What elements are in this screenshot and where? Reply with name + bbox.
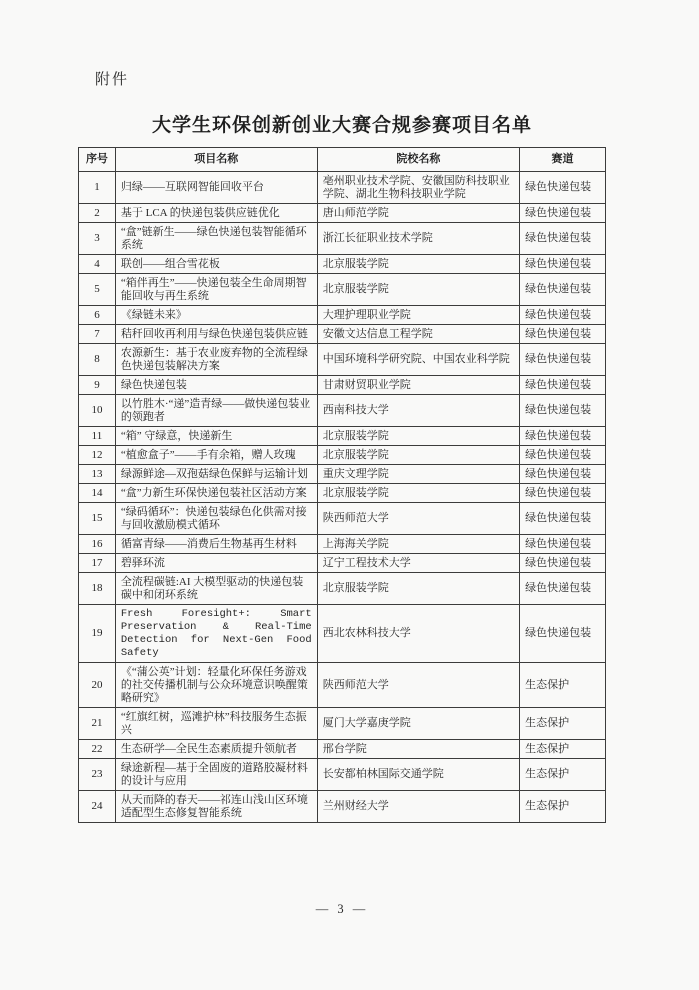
- row-track: 绿色快递包装: [520, 344, 606, 376]
- row-institution-name: 上海海关学院: [317, 535, 519, 554]
- row-project-name: 以竹胜木·“递”造青绿——做快递包装业的领跑者: [115, 395, 317, 427]
- row-project-name: 绿途新程—基于全固废的道路胶凝材料的设计与应用: [115, 759, 317, 791]
- header-serial-number: 序号: [79, 148, 116, 172]
- row-track: 绿色快递包装: [520, 535, 606, 554]
- row-serial-number: 6: [79, 306, 116, 325]
- row-institution-name: 亳州职业技术学院、安徽国防科技职业学院、湖北生物科技职业学院: [317, 172, 519, 204]
- row-institution-name: 北京服装学院: [317, 427, 519, 446]
- row-track: 绿色快递包装: [520, 465, 606, 484]
- table-row: [79, 446, 606, 465]
- row-project-name: 《绿链未来》: [115, 306, 317, 325]
- table-body: [79, 172, 606, 823]
- row-serial-number: 18: [79, 573, 116, 605]
- row-serial-number: 14: [79, 484, 116, 503]
- row-serial-number: 23: [79, 759, 116, 791]
- row-track: 绿色快递包装: [520, 204, 606, 223]
- row-project-name: 碧驿环流: [115, 554, 317, 573]
- table-row: [79, 427, 606, 446]
- table-row: [79, 759, 606, 791]
- table-row: [79, 503, 606, 535]
- row-track: 生态保护: [520, 708, 606, 740]
- row-track: 绿色快递包装: [520, 255, 606, 274]
- table-row: [79, 344, 606, 376]
- row-institution-name: 西南科技大学: [317, 395, 519, 427]
- row-project-name: “箱” 守绿意，快递新生: [115, 427, 317, 446]
- row-track: 绿色快递包装: [520, 484, 606, 503]
- table-row: [79, 172, 606, 204]
- table-row: [79, 274, 606, 306]
- row-track: 生态保护: [520, 791, 606, 823]
- row-serial-number: 13: [79, 465, 116, 484]
- row-serial-number: 12: [79, 446, 116, 465]
- row-project-name: “盒”链新生——绿色快递包装智能循环系统: [115, 223, 317, 255]
- row-project-name: 循富青绿——消费后生物基再生材料: [115, 535, 317, 554]
- row-serial-number: 21: [79, 708, 116, 740]
- table-row: [79, 325, 606, 344]
- header-institution-name: 院校名称: [317, 148, 519, 172]
- table-row: [79, 306, 606, 325]
- row-serial-number: 1: [79, 172, 116, 204]
- project-list-table: [78, 147, 606, 823]
- row-project-name: 农源新生：基于农业废弃物的全流程绿色快递包装解决方案: [115, 344, 317, 376]
- row-project-name: “箱伴再生”——快递包装全生命周期智能回收与再生系统: [115, 274, 317, 306]
- row-project-name: 全流程碳链:AI 大模型驱动的快递包装碳中和闭环系统: [115, 573, 317, 605]
- row-project-name: 绿色快递包装: [115, 376, 317, 395]
- table-row: [79, 255, 606, 274]
- row-project-name: 生态研学—全民生态素质提升领航者: [115, 740, 317, 759]
- row-serial-number: 19: [79, 605, 116, 663]
- row-institution-name: 兰州财经大学: [317, 791, 519, 823]
- row-track: 绿色快递包装: [520, 446, 606, 465]
- row-project-name: Fresh Foresight+: Smart Preservation & Real-Time Detection for Next-Gen Food Safety: [115, 605, 317, 663]
- row-institution-name: 厦门大学嘉庚学院: [317, 708, 519, 740]
- table-row: [79, 376, 606, 395]
- row-institution-name: 陕西师范大学: [317, 503, 519, 535]
- row-institution-name: 北京服装学院: [317, 446, 519, 465]
- table-row: [79, 573, 606, 605]
- row-institution-name: 西北农林科技大学: [317, 605, 519, 663]
- row-institution-name: 唐山师范学院: [317, 204, 519, 223]
- table-row: [79, 395, 606, 427]
- row-institution-name: 北京服装学院: [317, 484, 519, 503]
- table-row: [79, 791, 606, 823]
- table-row: [79, 484, 606, 503]
- row-institution-name: 浙江长征职业技术学院: [317, 223, 519, 255]
- row-serial-number: 16: [79, 535, 116, 554]
- row-track: 生态保护: [520, 759, 606, 791]
- row-project-name: “绿码循环”：快递包装绿色化供需对接与回收激励模式循环: [115, 503, 317, 535]
- table-row: [79, 465, 606, 484]
- row-institution-name: 陕西师范大学: [317, 663, 519, 708]
- table-row: [79, 535, 606, 554]
- row-track: 绿色快递包装: [520, 325, 606, 344]
- row-track: 绿色快递包装: [520, 427, 606, 446]
- row-serial-number: 15: [79, 503, 116, 535]
- table-row: [79, 708, 606, 740]
- row-institution-name: 重庆文理学院: [317, 465, 519, 484]
- row-serial-number: 17: [79, 554, 116, 573]
- row-track: 绿色快递包装: [520, 573, 606, 605]
- row-track: 生态保护: [520, 740, 606, 759]
- header-track: 赛道: [520, 148, 606, 172]
- row-institution-name: 北京服装学院: [317, 573, 519, 605]
- row-institution-name: 长安都柏林国际交通学院: [317, 759, 519, 791]
- row-serial-number: 4: [79, 255, 116, 274]
- row-serial-number: 20: [79, 663, 116, 708]
- row-serial-number: 3: [79, 223, 116, 255]
- row-track: 绿色快递包装: [520, 503, 606, 535]
- table-row: [79, 740, 606, 759]
- row-track: 生态保护: [520, 663, 606, 708]
- row-serial-number: 5: [79, 274, 116, 306]
- row-project-name: 绿源鲜途—双孢菇绿色保鲜与运输计划: [115, 465, 317, 484]
- row-track: 绿色快递包装: [520, 376, 606, 395]
- row-serial-number: 9: [79, 376, 116, 395]
- table-row: [79, 554, 606, 573]
- row-serial-number: 10: [79, 395, 116, 427]
- row-serial-number: 2: [79, 204, 116, 223]
- row-project-name: “盒”力新生环保快递包装社区活动方案: [115, 484, 317, 503]
- row-institution-name: 安徽文达信息工程学院: [317, 325, 519, 344]
- row-institution-name: 甘肃财贸职业学院: [317, 376, 519, 395]
- row-track: 绿色快递包装: [520, 274, 606, 306]
- row-track: 绿色快递包装: [520, 554, 606, 573]
- row-project-name: 基于 LCA 的快递包装供应链优化: [115, 204, 317, 223]
- row-institution-name: 邢台学院: [317, 740, 519, 759]
- table-row: [79, 223, 606, 255]
- row-institution-name: 辽宁工程技术大学: [317, 554, 519, 573]
- row-serial-number: 24: [79, 791, 116, 823]
- row-institution-name: 大理护理职业学院: [317, 306, 519, 325]
- row-track: 绿色快递包装: [520, 605, 606, 663]
- page-title: 大学生环保创新创业大赛合规参赛项目名单: [151, 115, 532, 136]
- row-project-name: 联创——组合雪花板: [115, 255, 317, 274]
- row-institution-name: 中国环境科学研究院、中国农业科学院: [317, 344, 519, 376]
- page-number: — 3 —: [315, 902, 369, 916]
- header-project-name: 项目名称: [115, 148, 317, 172]
- row-institution-name: 北京服装学院: [317, 274, 519, 306]
- row-track: 绿色快递包装: [520, 395, 606, 427]
- table-row: [79, 204, 606, 223]
- row-project-name: “红旗红树，巡滩护林”科技服务生态振兴: [115, 708, 317, 740]
- row-project-name: “植愈盒子”——手有余箱，赠人玫瑰: [115, 446, 317, 465]
- row-project-name: 从天而降的春天——祁连山浅山区环境适配型生态修复智能系统: [115, 791, 317, 823]
- table-row: [79, 663, 606, 708]
- row-serial-number: 7: [79, 325, 116, 344]
- row-track: 绿色快递包装: [520, 223, 606, 255]
- row-project-name: 归绿——互联网智能回收平台: [115, 172, 317, 204]
- table-header-row: [79, 148, 606, 172]
- row-institution-name: 北京服装学院: [317, 255, 519, 274]
- row-project-name: 秸秆回收再利用与绿色快递包装供应链: [115, 325, 317, 344]
- row-track: 绿色快递包装: [520, 306, 606, 325]
- attachment-label: 附件: [95, 72, 130, 88]
- row-serial-number: 8: [79, 344, 116, 376]
- row-project-name: 《“蒲公英”计划：轻量化环保任务游戏的社交传播机制与公众环境意识唤醒策略研究》: [115, 663, 317, 708]
- table-row: [79, 605, 606, 663]
- row-track: 绿色快递包装: [520, 172, 606, 204]
- row-serial-number: 11: [79, 427, 116, 446]
- row-serial-number: 22: [79, 740, 116, 759]
